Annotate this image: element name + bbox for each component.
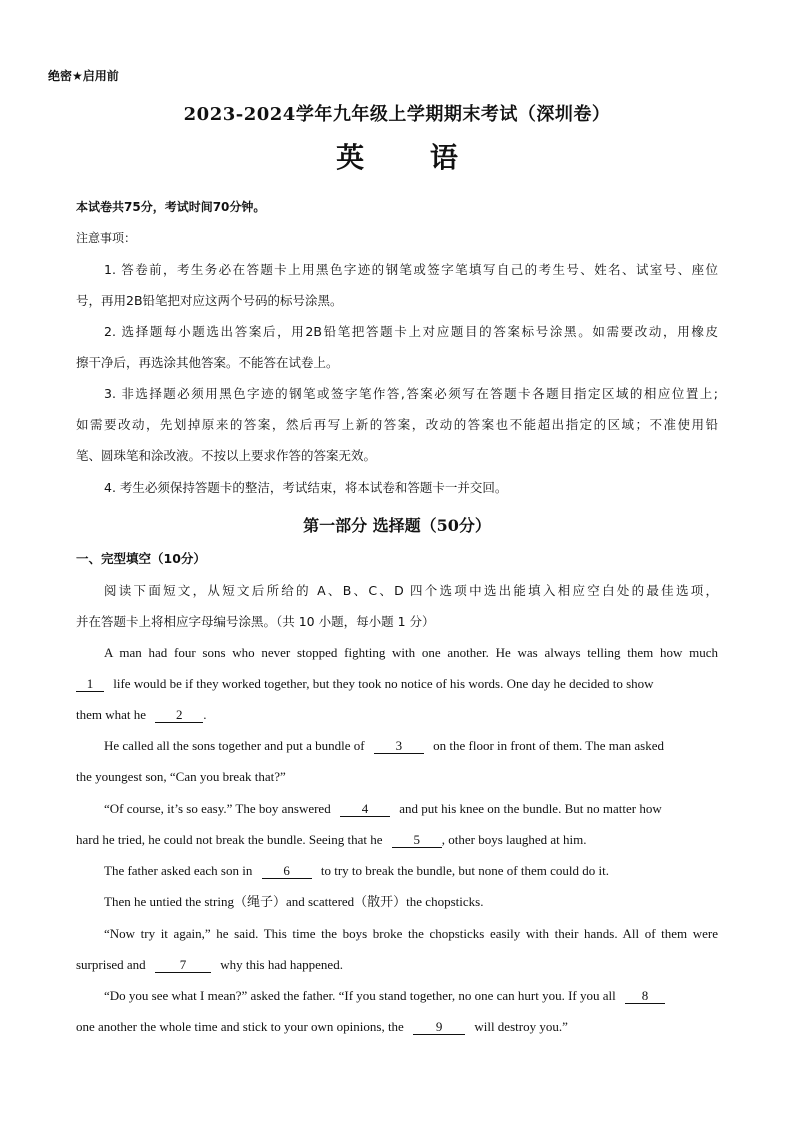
passage-text: why this had happened. [220,957,343,972]
passage-p3-line-1 [104,801,662,817]
note-3-line-2: 如需要改动，先划掉原来的答案，然后再写上新的答案，改动的答案也不能超出指定的区域；不准使用铅 [76,417,718,432]
note-1-line-1: 1. 答卷前，考生务必在答题卡上用黑色字迹的钢笔或签字笔填写自己的考生号、姓名、试室号、座位 [104,262,718,277]
passage-text: . [203,707,207,722]
blank-5: 5 [392,833,442,848]
passage-text: surprised and [76,957,146,972]
note-2-line-1: 2. 选择题每小题选出答案后，用2B铅笔把答题卡上对应题目的答案标号涂黑。如需要改动，用橡皮 [104,324,718,339]
passage-text: will destroy you.” [474,1019,568,1034]
part-one-heading: 第一部分 选择题（50分） [303,516,491,535]
note-1-line-2: 号，再用2B铅笔把对应这两个号码的标号涂黑。 [76,293,343,308]
note-3-line-1: 3. 非选择题必须用黑色字迹的钢笔或签字笔作答,答案必须写在答题卡各题目指定区域的相应位置上; [104,386,718,401]
blank-2: 2 [155,708,203,723]
passage-p7-line-2 [76,1019,568,1035]
passage-text: He called all the sons together and put a bundle of [104,738,365,753]
passage-text: to try to break the bundle, but none of them could do it. [320,863,609,878]
subject-title: 英 语 [336,141,486,174]
passage-p3-line-2 [76,832,587,848]
passage-text: life would be if they worked together, but they took no notice of his words. One day he decided to show [113,676,654,691]
passage-p1-line-2 [76,676,654,692]
blank-3: 3 [374,739,424,754]
passage-p5-line: Then he untied the string（绳子）and scattered（散开）the chopsticks. [104,894,484,909]
passage-p2-line-2: the youngest son, “Can you break that?” [76,769,286,784]
blank-4: 4 [340,802,390,817]
passage-p4-line [104,863,609,879]
passage-p6-line-1: “Now try it again,” he said. This time the boys broke the chopsticks easily with their hands. All of them were [104,926,718,941]
note-4-line-1: 4. 考生必须保持答题卡的整洁，考试结束，将本试卷和答题卡一并交回。 [104,480,508,495]
exam-title: 2023-2024学年九年级上学期期末考试（深圳卷） [183,104,611,125]
passage-text: and put his knee on the bundle. But no matter how [399,801,662,816]
score-line: 本试卷共75分，考试时间70分钟。 [76,200,266,214]
blank-6: 6 [262,864,312,879]
passage-p1-line-3 [76,707,207,723]
instructions-line-1: 阅读下面短文，从短文后所给的 A、B、C、D 四个选项中选出能填入相应空白处的最佳选项， [104,583,718,598]
passage-p7-line-1 [104,988,665,1004]
passage-text: on the floor in front of them. The man asked [433,738,664,753]
passage-text: hard he tried, he could not break the bundle. Seeing that he [76,832,383,847]
blank-7: 7 [155,958,211,973]
passage-text: them what he [76,707,147,722]
passage-p1-line-1: A man had four sons who never stopped fighting with one another. He was always telling them how much [104,645,718,660]
section-one-heading: 一、完型填空（10分） [76,551,206,566]
note-2-line-2: 擦干净后，再选涂其他答案。不能答在试卷上。 [76,355,339,370]
passage-text: , other boys laughed at him. [441,832,587,847]
passage-text: one another the whole time and stick to your own opinions, the [76,1019,404,1034]
blank-1: 1 [76,677,104,692]
passage-p6-line-2 [76,957,343,973]
blank-8: 8 [625,989,665,1004]
passage-text: “Of course, it’s so easy.” The boy answered [104,801,331,816]
secret-mark: 绝密★启用前 [48,69,119,83]
instructions-line-2: 并在答题卡上将相应字母编号涂黑。（共 10 小题，每小题 1 分） [76,614,435,629]
passage-text: The father asked each son in [104,863,253,878]
passage-text: “Do you see what I mean?” asked the father. “If you stand together, no one can hurt you. If you all [104,988,616,1003]
notice-heading: 注意事项： [76,231,137,245]
passage-p2-line-1 [104,738,664,754]
note-3-line-3: 笔、圆珠笔和涂改液。不按以上要求作答的答案无效。 [76,448,377,463]
blank-9: 9 [413,1020,465,1035]
